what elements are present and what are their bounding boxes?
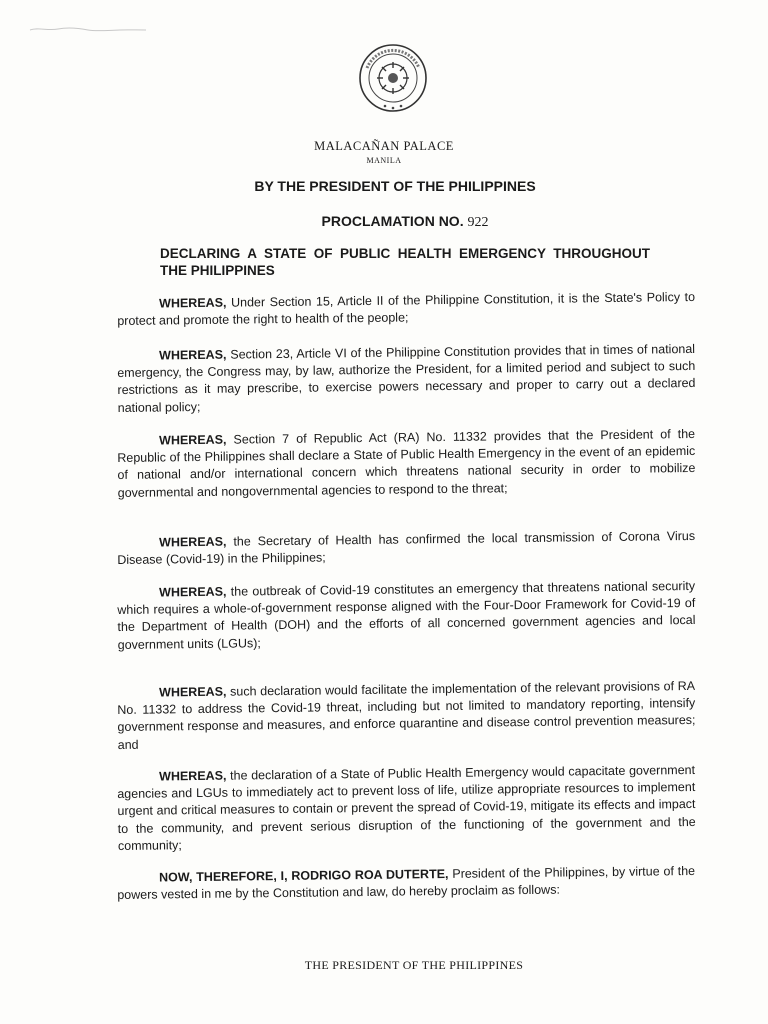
paragraph-lead: WHEREAS, (159, 432, 227, 448)
paragraph-text: such declaration would facilitate the implementation of the relevant provisions of RA No. 11332 to address the Covid-19 threat, including but not limited to mandatory reporting, intensify government response and measures, and enforce quarantine and disease control prevention measures; and (117, 678, 696, 752)
by-the-president-heading: BY THE PRESIDENT OF THE PHILIPPINES (254, 178, 536, 194)
paragraph-text: Section 7 of Republic Act (RA) No. 11332 provides that the President of the Republic of the Philippines shall declare a State of Public Health Emergency in the event of an epidemic of national and/or international concern which threatens national security in order to mobilize governmental and nongovernmental agencies to respond to the threat; (117, 426, 696, 500)
whereas-paragraph-4 (117, 528, 695, 569)
paragraph-lead: WHEREAS, (159, 347, 227, 363)
paragraph-text: President of the Philippines, by virtue of the powers vested in me by the Constitution and law, do hereby proclaim as follows: (117, 863, 696, 903)
proclamation-number: 922 (467, 215, 489, 230)
whereas-paragraph-6 (117, 678, 696, 754)
whereas-paragraph-7 (117, 762, 696, 855)
palace-city: MANILA (366, 156, 402, 165)
paragraph-lead: WHEREAS, (159, 684, 227, 700)
scan-artifact-mark (28, 24, 148, 34)
paragraph-text: the Secretary of Health has confirmed the local transmission of Corona Virus Disease (Covid-19) in the Philippines; (117, 528, 696, 568)
whereas-paragraph-3 (117, 426, 696, 502)
paragraph-lead: NOW, THEREFORE, I, RODRIGO ROA DUTERTE, (159, 866, 449, 885)
paragraph-text: the outbreak of Covid-19 constitutes an emergency that threatens national security which requires a whole-of-government response aligned with the Four-Door Framework for Covid-19 of the Department of Health (DOH) and the efforts of all concerned government agencies and local government units (LGUs); (117, 578, 696, 652)
whereas-paragraph-2 (117, 341, 696, 417)
now-therefore-paragraph (117, 863, 695, 904)
proclamation-heading (0, 213, 768, 231)
palace-name: MALACAÑAN PALACE (314, 139, 454, 153)
proclamation-title: DECLARING A STATE OF PUBLIC HEALTH EMERGENCY THROUGHOUT THE PHILIPPINES (160, 246, 650, 278)
whereas-paragraph-1 (117, 289, 695, 330)
paragraph-text: Under Section 15, Article II of the Philippine Constitution, it is the State's Policy to protect and promote the right to health of the people; (117, 289, 696, 329)
paragraph-lead: WHEREAS, (159, 534, 227, 550)
proclamation-label: PROCLAMATION NO. (321, 213, 464, 229)
paragraph-lead: WHEREAS, (159, 584, 227, 600)
presidential-seal-logo (349, 42, 437, 114)
paragraph-lead: WHEREAS, (159, 295, 227, 311)
paragraph-lead: WHEREAS, (159, 768, 227, 784)
whereas-paragraph-5 (117, 578, 696, 654)
paragraph-text: Section 23, Article VI of the Philippine Constitution provides that in times of national emergency, the Congress may, by law, authorize the President, for a limited period and subject to such restrictions as it may prescribe, to exercise powers necessary and proper to carry out a declared national policy; (117, 341, 696, 415)
page-footer: THE PRESIDENT OF THE PHILIPPINES (304, 958, 524, 972)
paragraph-text: the declaration of a State of Public Health Emergency would capacitate government agencies and LGUs to immediately act to prevent loss of life, utilize appropriate resources to implement urgent and critical measures to contain or prevent the spread of Covid-19, mitigate its effects and impact to the community, and prevent serious disruption of the functioning of the government and the community; (117, 762, 696, 853)
